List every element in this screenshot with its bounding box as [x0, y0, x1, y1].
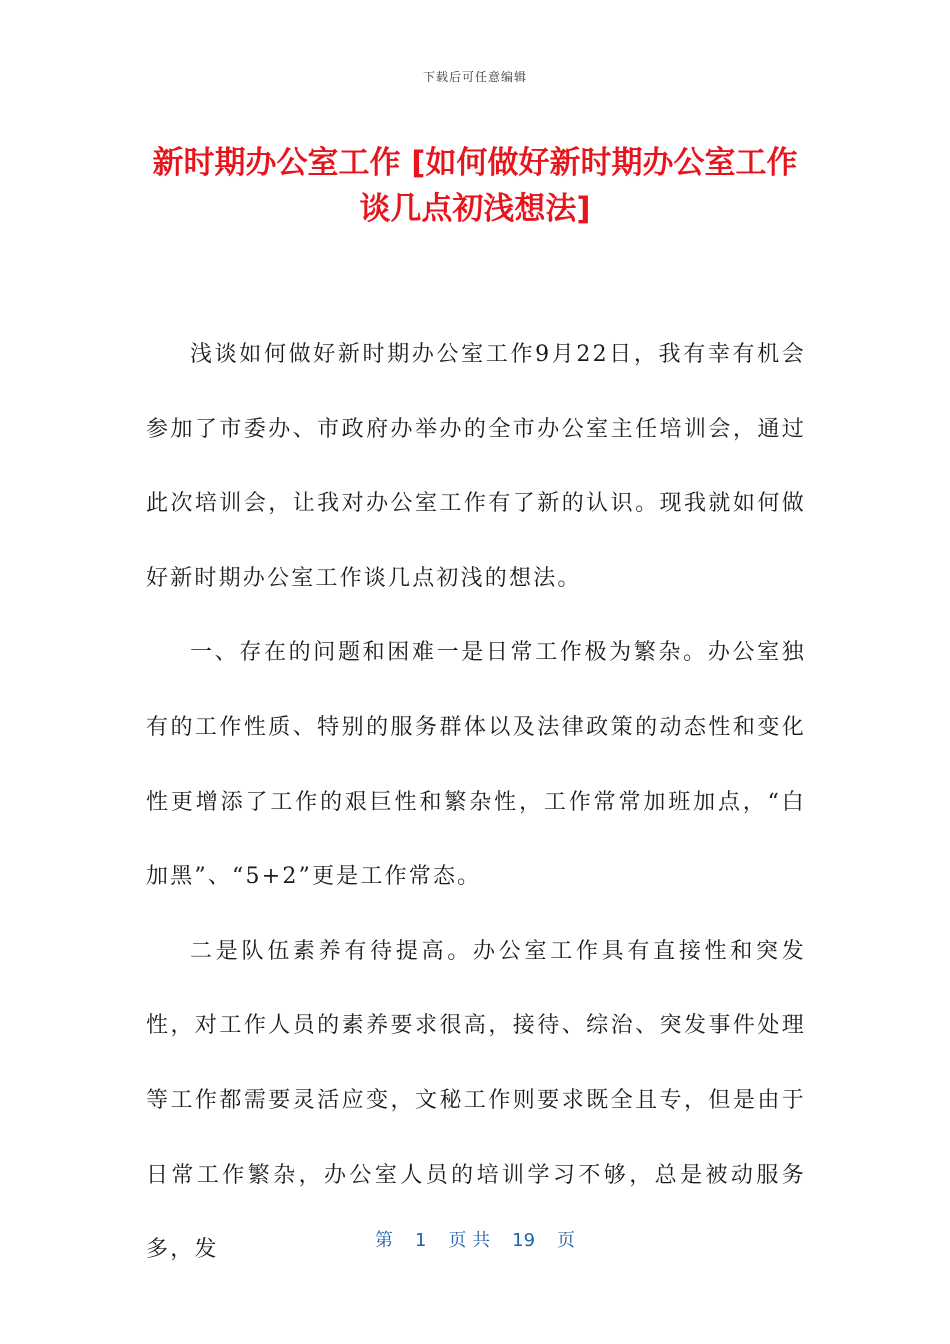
footer-middle: 页 共 — [448, 1230, 491, 1251]
footer-suffix: 页 — [557, 1230, 576, 1251]
page-footer — [0, 1226, 950, 1252]
footer-total-pages: 19 — [512, 1230, 536, 1251]
footer-prefix: 第 — [374, 1230, 393, 1251]
document-body — [146, 318, 806, 1288]
paragraph-team-quality: 二是队伍素养有待提高。办公室工作具有直接性和突发性，对工作人员的素养要求很高，接待、综治、突发事件处理等工作都需要灵活应变，文秘工作则要求既全且专，但是由于日常工作繁杂，办公室人员的培训学习不够，总是被动服务多，发 — [146, 938, 806, 1263]
header-note: 下载后可任意编辑 — [422, 70, 527, 84]
document-title: 新时期办公室工作 [如何做好新时期办公室工作谈几点初浅想法] — [152, 145, 798, 227]
footer-current-page: 1 — [414, 1230, 427, 1251]
paragraph-intro: 浅谈如何做好新时期办公室工作9月22日，我有幸有机会参加了市委办、市政府办举办的全市办公室主任培训会，通过此次培训会，让我对办公室工作有了新的认识。现我就如何做好新时期办公室工作谈几点初浅的想法。 — [146, 342, 806, 591]
paragraph-problems: 一、存在的问题和困难一是日常工作极为繁杂。办公室独有的工作性质、特别的服务群体以及法律政策的动态性和变化性更增添了工作的艰巨性和繁杂性，工作常常加班加点，“白加黑”、“5+2”更是工作常态。 — [146, 640, 806, 890]
